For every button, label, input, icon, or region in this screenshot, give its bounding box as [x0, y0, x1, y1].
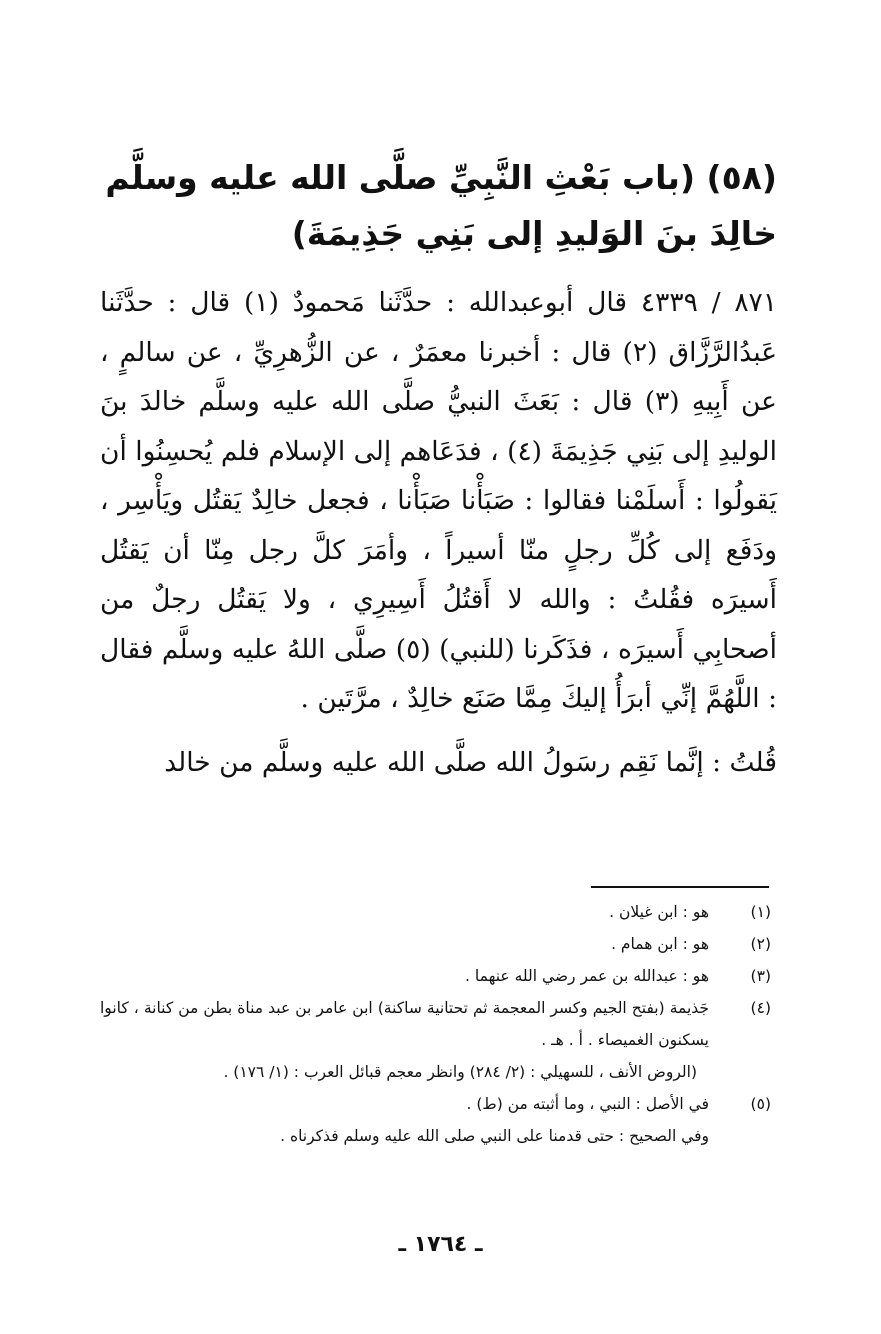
footnote-number: (٣) — [750, 967, 771, 985]
footnote-number: (٤) — [750, 999, 771, 1017]
footnotes-list — [100, 896, 771, 1152]
commentary-text: قُلتُ : إنَّما نَقِم رسَولُ الله صلَّى الله عليه وسلَّم من خالد — [164, 747, 777, 778]
footnote-5 — [100, 1088, 771, 1152]
footnote-text: هو : ابن غيلان . — [609, 903, 709, 921]
chapter-title-line-1: (٥٨) (باب بَعْثِ النَّبِيِّ صلَّى الله عليه وسلَّم — [105, 158, 777, 197]
footnote-number: (٢) — [750, 935, 771, 953]
footnote-divider — [591, 886, 769, 888]
footnote-text: هو : عبدالله بن عمر رضي الله عنهما . — [465, 967, 709, 985]
chapter-title-line-2: خالِدَ بنَ الوَليدِ إلى بَنِي جَذِيمَةَ) — [291, 214, 777, 253]
footnote-2 — [100, 928, 771, 960]
footnote-text: جَذيمة (بفتح الجيم وكسر المعجمة ثم تحتانية ساكنة) ابن عامر بن عبد مناة بطن من كنانة ، كانوا يسكنون الغميصاء . أ . هـ . — [100, 999, 709, 1049]
footnote-4 — [100, 992, 771, 1088]
footnote-text: وفي الصحيح : حتى قدمنا على النبي صلى الله عليه وسلم فذكرناه . — [280, 1127, 709, 1145]
chapter-title — [100, 150, 777, 262]
hadith-text: ٨٧١ / ٤٣٣٩ قال أبوعبدالله : حدَّثَنا مَحمودٌ (١) قال : حدَّثَنا عَبدُالرَّزَّاق (٢) قال : أخبرنا معمَرٌ ، عن الزُّهرِيِّ ، عن سالمٍ ، عن أَبِيهِ (٣) قال : بَعَثَ النبيُّ صلَّى الله عليه وسلَّم خالدَ بنَ الوليدِ إلى بَنِي جَذِيمَةَ (٤) ، فدَعَاهم إلى الإسلام فلم يُحسِنُوا أن يَقولُوا : أَسلَمْنا فقالوا : صَبَأْنا صَبَأْنا ، فجعل خالِدٌ يَقتُل ويَأْسِر ، ودَفَع إلى كُلِّ رجلٍ منّا أسيراً ، وأمَرَ كلَّ رجل مِنّا أن يَقتُل أَسيرَه فقُلتُ : والله لا أَقتُلُ أَسِيرِي ، ولا يَقتُل رجلٌ من أصحابِي أَسيرَه ، فذَكَرنا (للنبي) (٥) صلَّى اللهُ عليه وسلَّم فقال : اللَّهُمَّ إنِّي أبرَأُ إليكَ مِمَّا صَنَع خالِدٌ ، مرَّتَين . — [100, 287, 778, 714]
footnote-text: هو : ابن همام . — [611, 935, 709, 953]
footnote-number: (٥) — [750, 1095, 771, 1113]
page-number: ـ ١٧٦٤ ـ — [398, 1232, 483, 1257]
footnote-text: في الأصل : النبي ، وما أثبته من (ط) . — [466, 1095, 709, 1113]
footnote-1 — [100, 896, 771, 928]
footnote-text: (الروض الأنف ، للسهيلي : (٢/ ٢٨٤) وانظر معجم قبائل العرب : (١/ ١٧٦) . — [223, 1063, 697, 1081]
footnote-3 — [100, 960, 771, 992]
footnote-number: (١) — [750, 903, 771, 921]
